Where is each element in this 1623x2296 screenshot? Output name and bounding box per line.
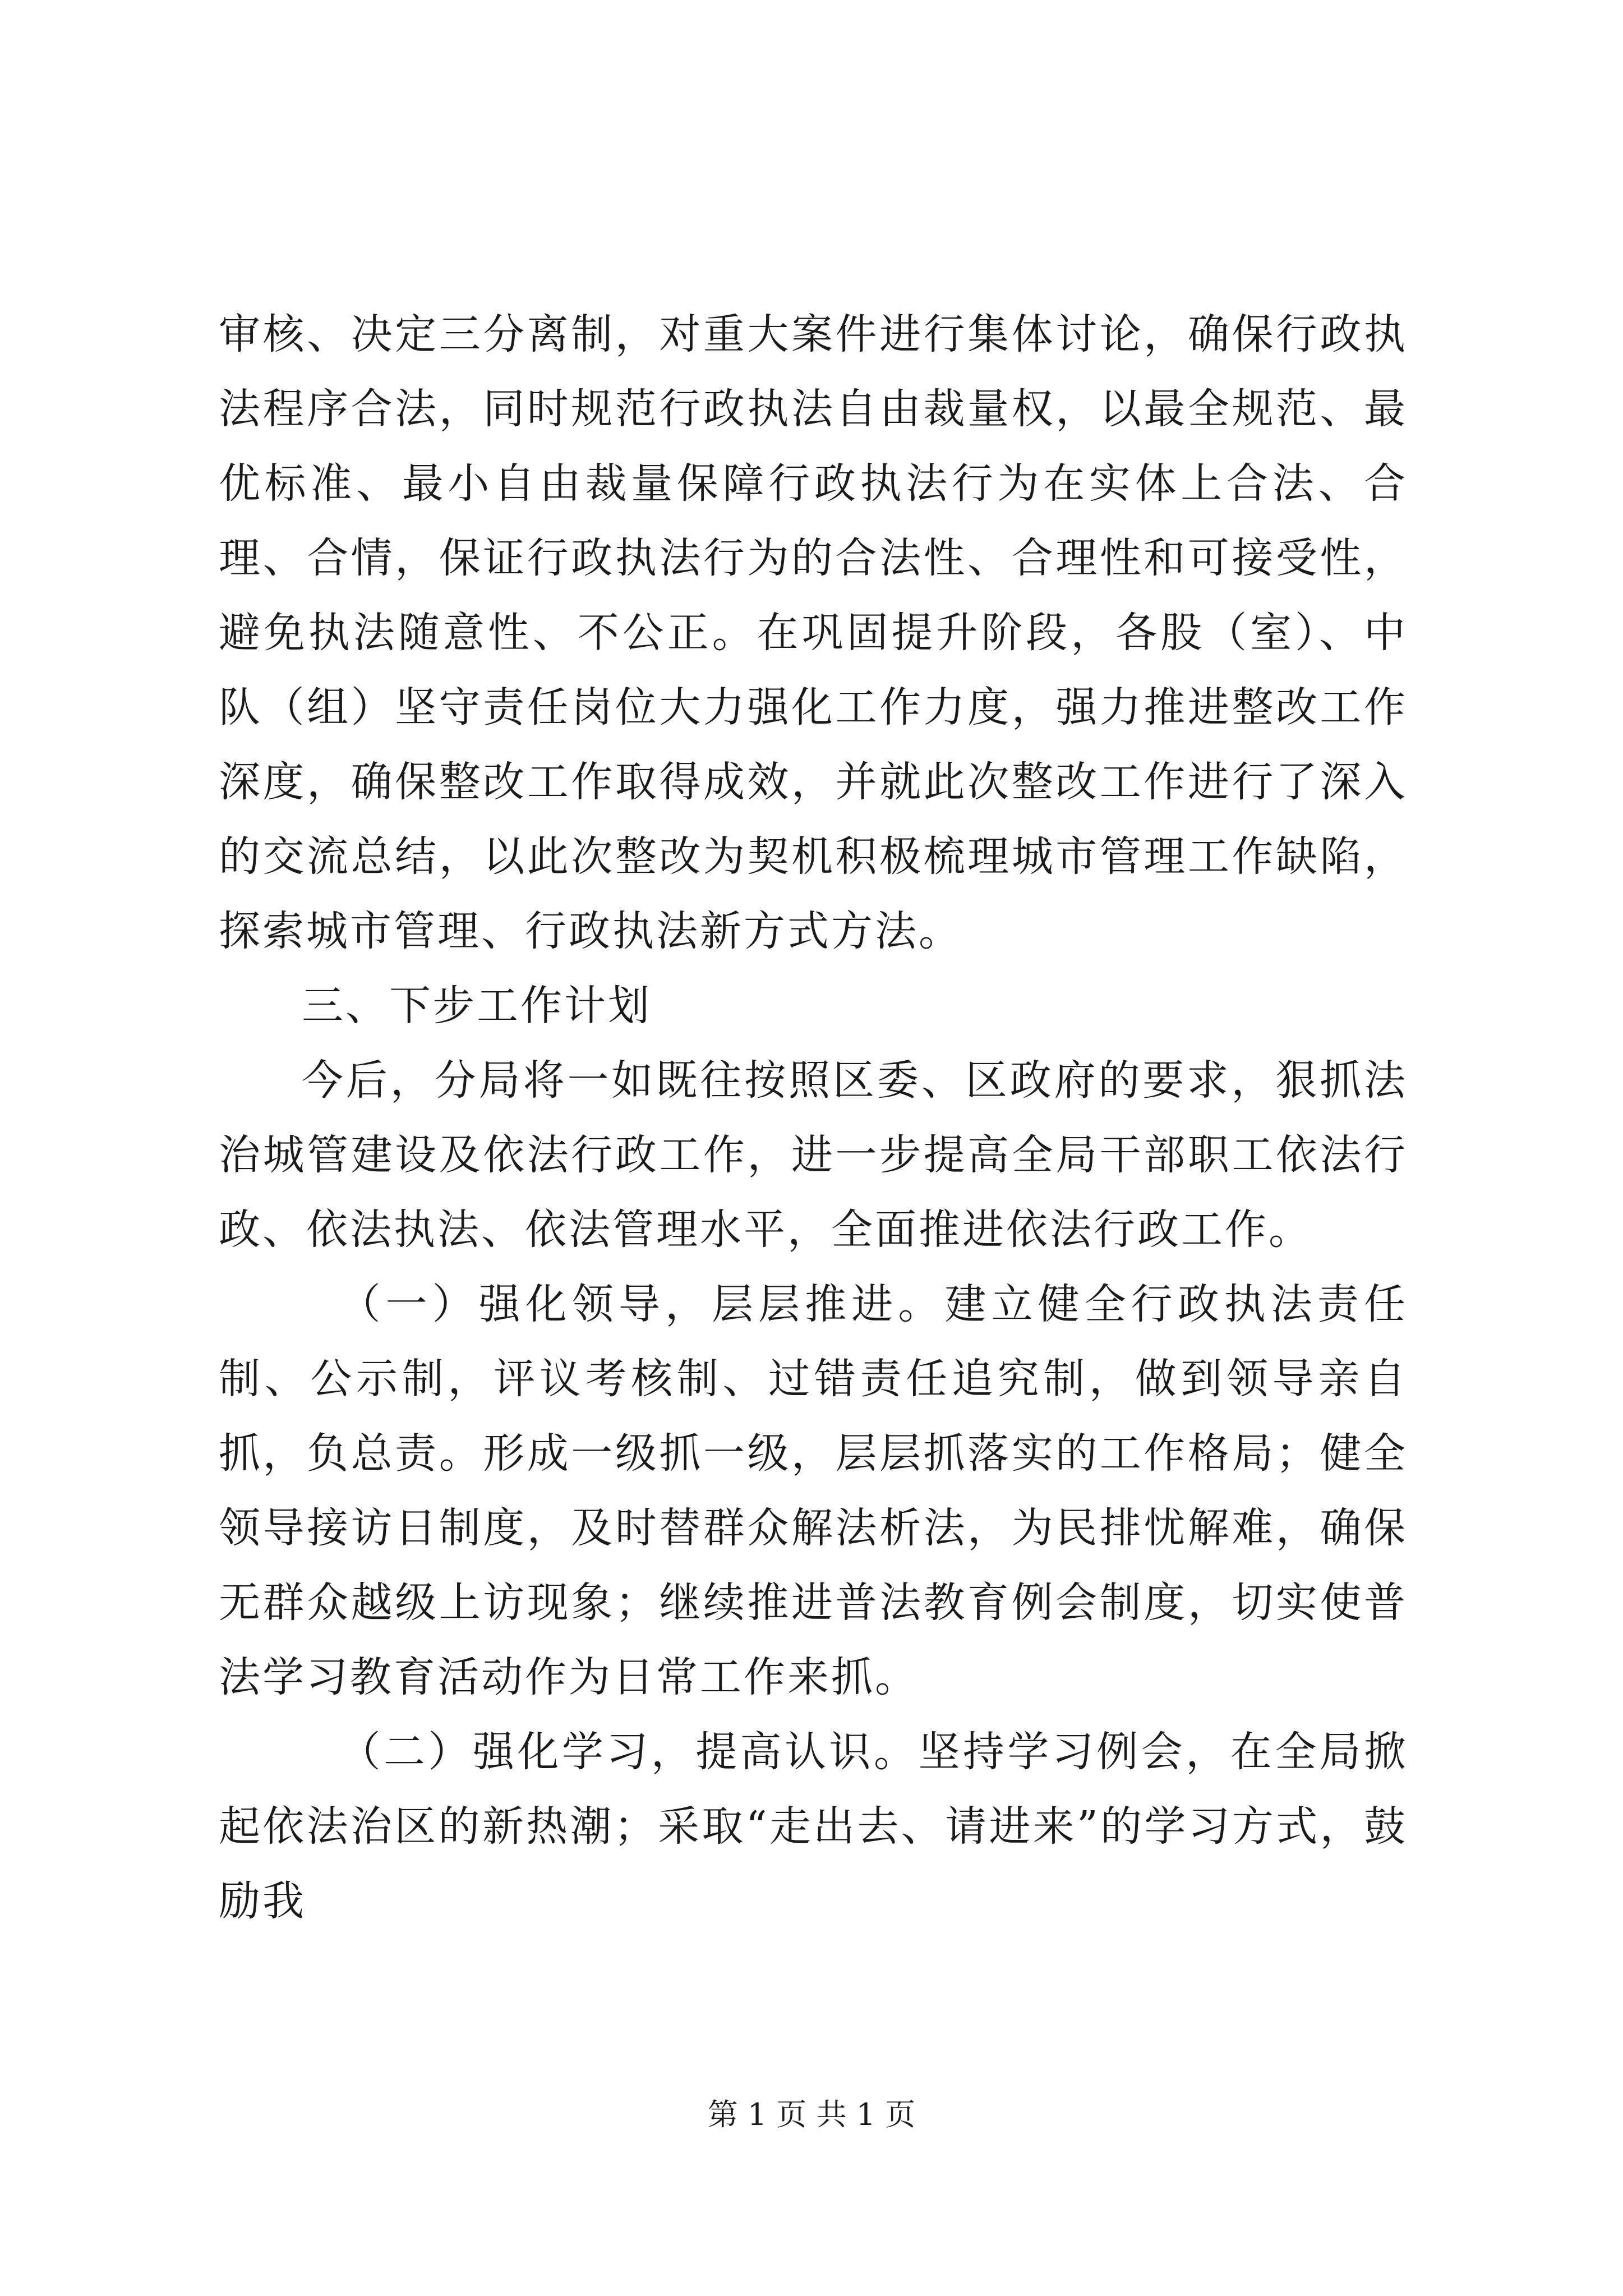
paragraph-intro: 今后，分局将一如既往按照区委、区政府的要求，狠抓法治城管建设及依法行政工作，进一步提高全局干部职工依法行政、依法执法、依法管理水平，全面推进依法行政工作。	[219, 1056, 1408, 1254]
paragraph-item-2: （二）强化学习，提高认识。坚持学习例会，在全局掀起依法治区的新热潮；采取“走出去、请进来”的学习方式，鼓励我	[219, 1728, 1408, 1925]
paragraph-item-1: （一）强化领导，层层推进。建立健全行政执法责任制、公示制，评议考核制、过错责任追究制，做到领导亲自抓，负总责。形成一级抓一级，层层抓落实的工作格局；健全领导接访日制度，及时替群众解法析法，为民排忧解难，确保无群众越级上访现象；继续推进普法教育例会制度，切实使普法学习教育活动作为日常工作来抓。	[219, 1280, 1408, 1701]
page-number-footer: 第 1 页 共 1 页	[707, 2097, 916, 2132]
paragraph-continuation: 审核、决定三分离制，对重大案件进行集体讨论，确保行政执法程序合法，同时规范行政执法自由裁量权，以最全规范、最优标准、最小自由裁量保障行政执法行为在实体上合法、合理、合情，保证行政执法行为的合法性、合理性和可接受性，避免执法随意性、不公正。在巩固提升阶段，各股（室）、中队（组）坚守责任岗位大力强化工作力度，强力推进整改工作深度，确保整改工作取得成效，并就此次整改工作进行了深入的交流总结，以此次整改为契机积极梳理城市管理工作缺陷，探索城市管理、行政执法新方式方法。	[219, 310, 1408, 955]
section-heading: 三、下步工作计划	[302, 982, 652, 1030]
document-body	[219, 297, 1408, 1939]
